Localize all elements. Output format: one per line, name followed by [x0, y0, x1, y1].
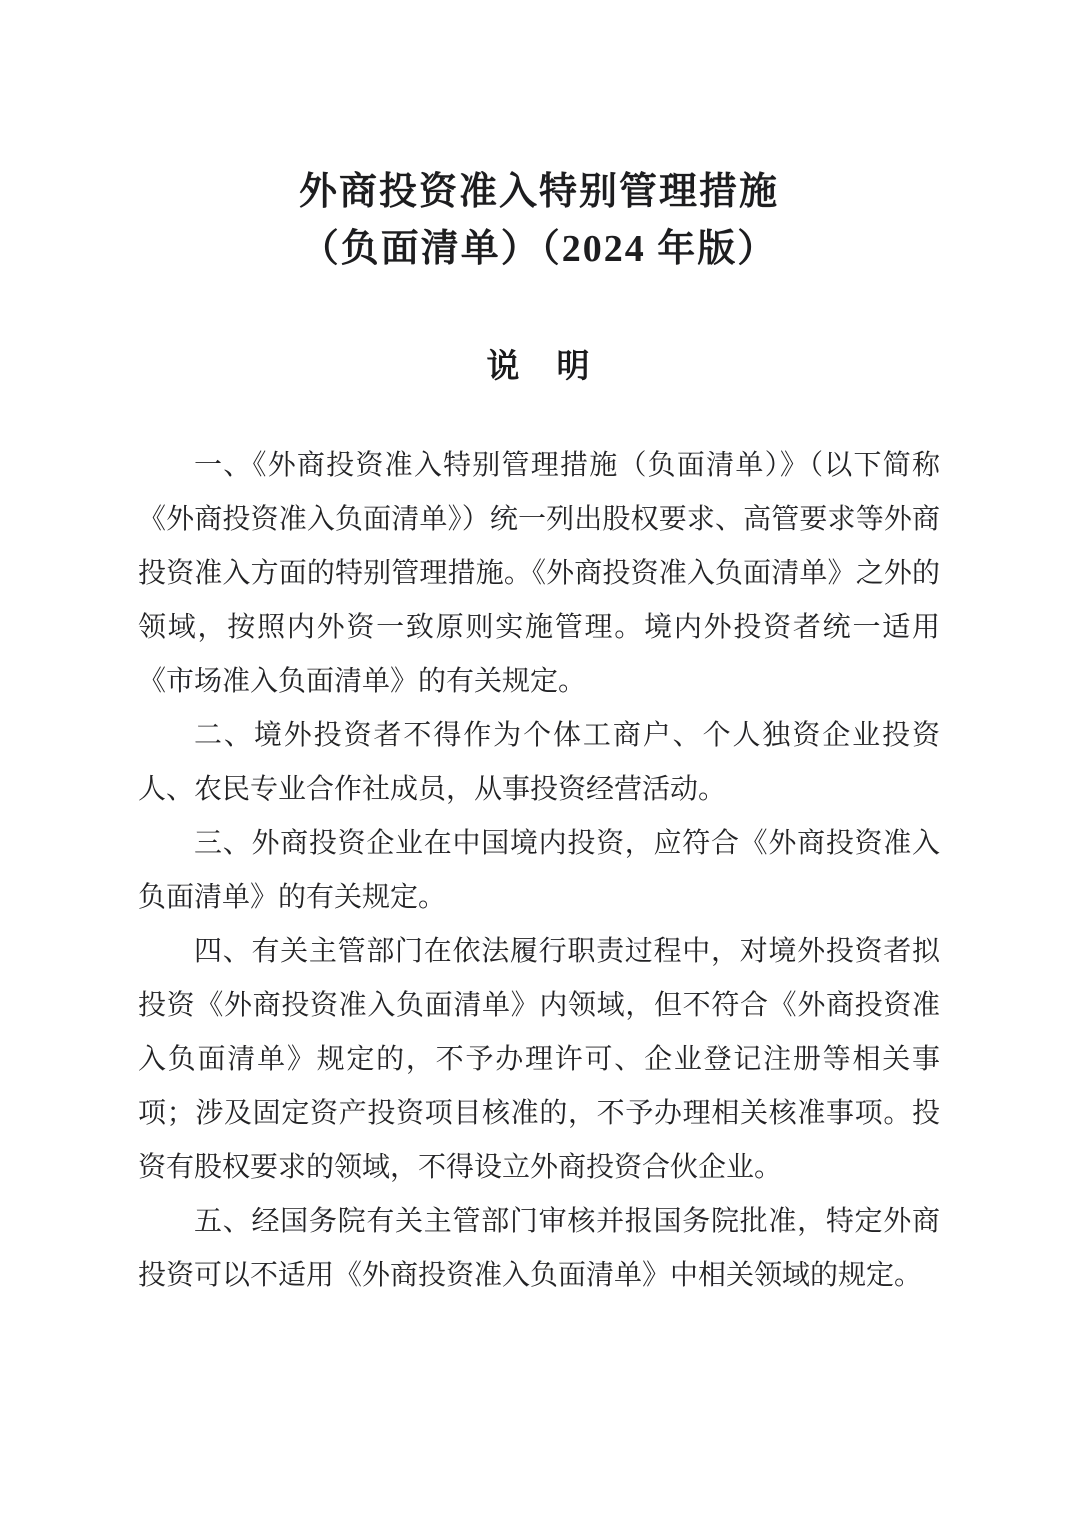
document-title-line-1: 外商投资准入特别管理措施	[298, 171, 779, 213]
paragraph-3: 三、外商投资企业在中国境内投资，应符合《外商投资准入负面清单》的有关规定。	[138, 828, 940, 913]
document-title-line-2: （负面清单）（2024 年版）	[300, 228, 778, 270]
paragraph-5: 五、经国务院有关主管部门审核并报国务院批准，特定外商投资可以不适用《外商投资准入负面清单》中相关领域的规定。	[138, 1206, 940, 1291]
document-body	[138, 439, 940, 1303]
paragraph-2: 二、境外投资者不得作为个体工商户、个人独资企业投资人、农民专业合作社成员，从事投资经营活动。	[138, 720, 940, 805]
document-title	[138, 164, 940, 278]
section-heading: 说 明	[486, 346, 592, 385]
paragraph-4: 四、有关主管部门在依法履行职责过程中，对境外投资者拟投资《外商投资准入负面清单》内领域，但不符合《外商投资准入负面清单》规定的，不予办理许可、企业登记注册等相关事项；涉及固定资产投资项目核准的，不予办理相关核准事项。投资有股权要求的领域，不得设立外商投资合伙企业。	[138, 936, 940, 1183]
paragraph-1: 一、《外商投资准入特别管理措施（负面清单）》（以下简称《外商投资准入负面清单》）统一列出股权要求、高管要求等外商投资准入方面的特别管理措施。《外商投资准入负面清单》之外的领域，按照内外资一致原则实施管理。境内外投资者统一适用《市场准入负面清单》的有关规定。	[138, 450, 940, 697]
